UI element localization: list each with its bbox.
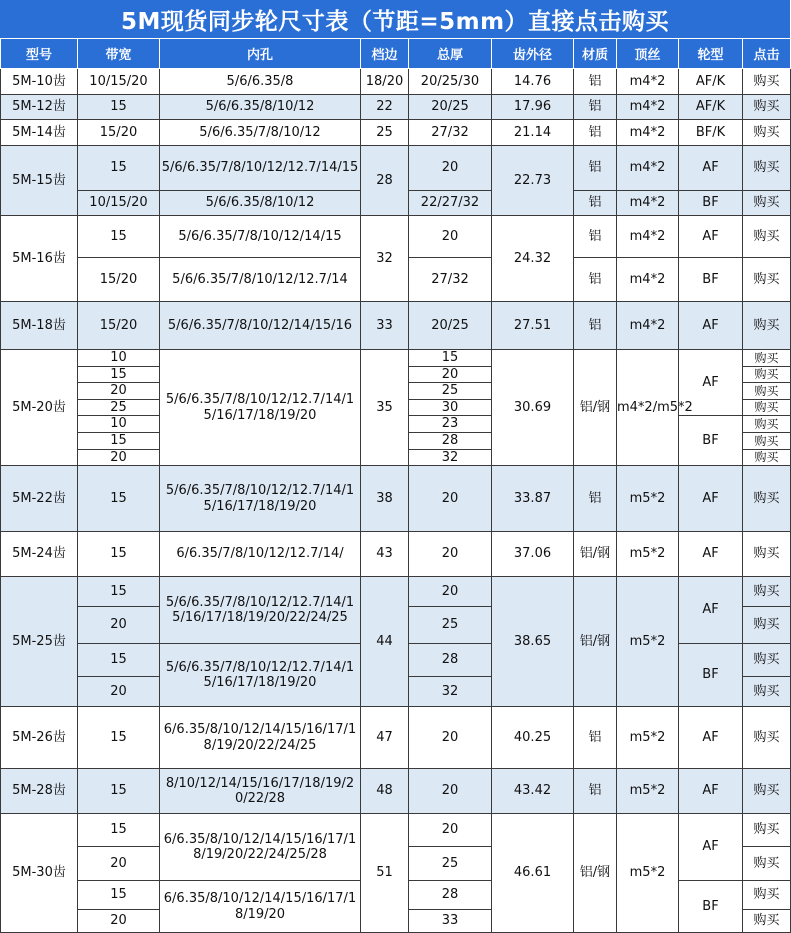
diameter-cell: 33.87	[492, 466, 574, 532]
pulley-type-cell: AF	[679, 466, 743, 532]
table-row	[1, 814, 791, 847]
buy-link[interactable]: 购买	[743, 216, 791, 258]
model-cell: 5M-24齿	[1, 532, 78, 577]
belt-width-cell: 25	[78, 399, 160, 416]
buy-link[interactable]: 购买	[743, 814, 791, 847]
buy-link[interactable]: 购买	[743, 191, 791, 216]
thickness-cell: 25	[409, 383, 492, 400]
pulley-type-cell: AF	[679, 302, 743, 350]
buy-link[interactable]: 购买	[743, 383, 791, 400]
material-cell: 铝	[574, 191, 617, 216]
col-header-click: 点击	[743, 39, 791, 69]
buy-link[interactable]: 购买	[743, 847, 791, 881]
flange-cell: 18/20	[361, 69, 409, 95]
material-cell: 铝	[574, 69, 617, 95]
belt-width-cell: 15	[78, 577, 160, 607]
set-screw-cell: m4*2/m5*2	[617, 350, 679, 466]
bore-cell: 5/6/6.35/7/8/10/12/12.7/14/15	[160, 146, 361, 191]
material-cell: 铝	[574, 466, 617, 532]
bore-cell: 5/6/6.35/7/8/10/12/14/15	[160, 216, 361, 258]
thickness-cell: 20	[409, 366, 492, 383]
material-cell: 铝	[574, 146, 617, 191]
page-title: 5M现货同步轮尺寸表（节距=5mm）直接点击购买	[0, 0, 790, 38]
bore-cell: 5/6/6.35/7/8/10/12/14/15/16	[160, 302, 361, 350]
diameter-cell: 46.61	[492, 814, 574, 933]
flange-cell: 35	[361, 350, 409, 466]
belt-width-cell: 15	[78, 769, 160, 814]
buy-link[interactable]: 购买	[743, 416, 791, 433]
buy-link[interactable]: 购买	[743, 769, 791, 814]
buy-link[interactable]: 购买	[743, 399, 791, 416]
pulley-type-cell: BF	[679, 881, 743, 933]
pulley-type-cell: AF	[679, 814, 743, 881]
set-screw-cell: m4*2	[617, 120, 679, 146]
thickness-cell: 20/25	[409, 302, 492, 350]
belt-width-cell: 15	[78, 366, 160, 383]
bore-cell: 6/6.35/7/8/10/12/12.7/14/	[160, 532, 361, 577]
pulley-type-cell: AF	[679, 216, 743, 258]
buy-link[interactable]: 购买	[743, 120, 791, 146]
thickness-cell: 20	[409, 466, 492, 532]
table-row	[1, 350, 791, 367]
belt-width-cell: 15	[78, 432, 160, 449]
table-row	[1, 302, 791, 350]
set-screw-cell: m5*2	[617, 577, 679, 707]
diameter-cell: 30.69	[492, 350, 574, 466]
buy-link[interactable]: 购买	[743, 910, 791, 933]
belt-width-cell: 15	[78, 95, 160, 120]
material-cell: 铝/钢	[574, 350, 617, 466]
belt-width-cell: 20	[78, 847, 160, 881]
thickness-cell: 32	[409, 677, 492, 707]
diameter-cell: 37.06	[492, 532, 574, 577]
bore-cell: 6/6.35/8/10/12/14/15/16/17/18/19/20	[160, 881, 361, 933]
thickness-cell: 32	[409, 449, 492, 466]
col-header-total-thickness: 总厚	[409, 39, 492, 69]
thickness-cell: 33	[409, 910, 492, 933]
belt-width-cell: 15	[78, 146, 160, 191]
col-header-belt-width: 带宽	[78, 39, 160, 69]
model-cell: 5M-18齿	[1, 302, 78, 350]
bore-cell: 5/6/6.35/8/10/12	[160, 95, 361, 120]
set-screw-cell: m4*2	[617, 69, 679, 95]
belt-width-cell: 10	[78, 350, 160, 367]
flange-cell: 32	[361, 216, 409, 302]
flange-cell: 48	[361, 769, 409, 814]
belt-width-cell: 20	[78, 383, 160, 400]
model-cell: 5M-30齿	[1, 814, 78, 933]
buy-link[interactable]: 购买	[743, 707, 791, 769]
material-cell: 铝/钢	[574, 577, 617, 707]
diameter-cell: 21.14	[492, 120, 574, 146]
set-screw-cell: m4*2	[617, 95, 679, 120]
belt-width-cell: 15	[78, 644, 160, 677]
material-cell: 铝	[574, 258, 617, 302]
pulley-type-cell: AF	[679, 532, 743, 577]
set-screw-cell: m4*2	[617, 258, 679, 302]
buy-link[interactable]: 购买	[743, 432, 791, 449]
set-screw-cell: m5*2	[617, 707, 679, 769]
material-cell: 铝	[574, 707, 617, 769]
belt-width-cell: 15	[78, 881, 160, 910]
material-cell: 铝	[574, 120, 617, 146]
bore-cell: 5/6/6.35/7/8/10/12	[160, 120, 361, 146]
flange-cell: 25	[361, 120, 409, 146]
thickness-cell: 20/25	[409, 95, 492, 120]
buy-link[interactable]: 购买	[743, 302, 791, 350]
pulley-type-cell: BF	[679, 644, 743, 707]
model-cell: 5M-20齿	[1, 350, 78, 466]
table-row	[1, 95, 791, 120]
set-screw-cell: m4*2	[617, 302, 679, 350]
pulley-type-cell: BF	[679, 191, 743, 216]
material-cell: 铝	[574, 216, 617, 258]
table-header-row	[1, 39, 791, 69]
belt-width-cell: 15	[78, 707, 160, 769]
flange-cell: 38	[361, 466, 409, 532]
thickness-cell: 27/32	[409, 120, 492, 146]
buy-link[interactable]: 购买	[743, 350, 791, 367]
thickness-cell: 20	[409, 814, 492, 847]
buy-link[interactable]: 购买	[743, 532, 791, 577]
table-row	[1, 769, 791, 814]
thickness-cell: 22/27/32	[409, 191, 492, 216]
flange-cell: 43	[361, 532, 409, 577]
pulley-type-cell: AF	[679, 769, 743, 814]
buy-link[interactable]: 购买	[743, 449, 791, 466]
thickness-cell: 20	[409, 707, 492, 769]
col-header-set-screw: 顶丝	[617, 39, 679, 69]
pulley-type-cell: BF	[679, 258, 743, 302]
belt-width-cell: 15/20	[78, 120, 160, 146]
pulley-type-cell: BF/K	[679, 120, 743, 146]
bore-cell: 6/6.35/8/10/12/14/15/16/17/18/19/20/22/24/25/28	[160, 814, 361, 881]
belt-width-cell: 20	[78, 910, 160, 933]
thickness-cell: 28	[409, 432, 492, 449]
bore-cell: 5/6/6.35/7/8/10/12/12.7/14/15/16/17/18/19/20	[160, 350, 361, 466]
table-row	[1, 532, 791, 577]
belt-width-cell: 15	[78, 216, 160, 258]
thickness-cell: 20	[409, 146, 492, 191]
bore-cell: 8/10/12/14/15/16/17/18/19/20/22/28	[160, 769, 361, 814]
diameter-cell: 43.42	[492, 769, 574, 814]
buy-link[interactable]: 购买	[743, 95, 791, 120]
buy-link[interactable]: 购买	[743, 881, 791, 910]
buy-link[interactable]: 购买	[743, 644, 791, 677]
thickness-cell: 15	[409, 350, 492, 367]
set-screw-cell: m4*2	[617, 146, 679, 191]
flange-cell: 47	[361, 707, 409, 769]
thickness-cell: 20	[409, 532, 492, 577]
set-screw-cell: m5*2	[617, 814, 679, 933]
bore-cell: 5/6/6.35/8	[160, 69, 361, 95]
pulley-type-cell: AF	[679, 350, 743, 416]
thickness-cell: 20	[409, 216, 492, 258]
belt-width-cell: 10	[78, 416, 160, 433]
thickness-cell: 25	[409, 847, 492, 881]
model-cell: 5M-22齿	[1, 466, 78, 532]
material-cell: 铝	[574, 95, 617, 120]
pulley-type-cell: AF	[679, 707, 743, 769]
belt-width-cell: 15	[78, 466, 160, 532]
model-cell: 5M-28齿	[1, 769, 78, 814]
pulley-type-cell: AF	[679, 577, 743, 644]
buy-link[interactable]: 购买	[743, 466, 791, 532]
bore-cell: 6/6.35/8/10/12/14/15/16/17/18/19/20/22/24/25	[160, 707, 361, 769]
set-screw-cell: m4*2	[617, 216, 679, 258]
belt-width-cell: 15	[78, 814, 160, 847]
table-row	[1, 577, 791, 607]
flange-cell: 33	[361, 302, 409, 350]
pulley-type-cell: BF	[679, 416, 743, 466]
material-cell: 铝	[574, 302, 617, 350]
buy-link[interactable]: 购买	[743, 258, 791, 302]
belt-width-cell: 15/20	[78, 302, 160, 350]
flange-cell: 44	[361, 577, 409, 707]
belt-width-cell: 15/20	[78, 258, 160, 302]
diameter-cell: 22.73	[492, 146, 574, 216]
bore-cell: 5/6/6.35/7/8/10/12/12.7/14/15/16/17/18/19/20	[160, 644, 361, 707]
table-row	[1, 120, 791, 146]
thickness-cell: 28	[409, 644, 492, 677]
model-cell: 5M-12齿	[1, 95, 78, 120]
bore-cell: 5/6/6.35/8/10/12	[160, 191, 361, 216]
material-cell: 铝	[574, 769, 617, 814]
material-cell: 铝/钢	[574, 814, 617, 933]
set-screw-cell: m5*2	[617, 466, 679, 532]
belt-width-cell: 20	[78, 677, 160, 707]
bore-cell: 5/6/6.35/7/8/10/12/12.7/14	[160, 258, 361, 302]
diameter-cell: 17.96	[492, 95, 574, 120]
material-cell: 铝/钢	[574, 532, 617, 577]
buy-link[interactable]: 购买	[743, 577, 791, 607]
buy-link[interactable]: 购买	[743, 146, 791, 191]
belt-width-cell: 20	[78, 449, 160, 466]
col-header-bore: 内孔	[160, 39, 361, 69]
pulley-type-cell: AF/K	[679, 69, 743, 95]
model-cell: 5M-10齿	[1, 69, 78, 95]
diameter-cell: 27.51	[492, 302, 574, 350]
flange-cell: 28	[361, 146, 409, 216]
thickness-cell: 28	[409, 881, 492, 910]
table-row	[1, 216, 791, 258]
belt-width-cell: 10/15/20	[78, 69, 160, 95]
flange-cell: 22	[361, 95, 409, 120]
thickness-cell: 20	[409, 577, 492, 607]
model-cell: 5M-15齿	[1, 146, 78, 216]
thickness-cell: 20	[409, 769, 492, 814]
model-cell: 5M-26齿	[1, 707, 78, 769]
buy-link[interactable]: 购买	[743, 69, 791, 95]
set-screw-cell: m4*2	[617, 191, 679, 216]
flange-cell: 51	[361, 814, 409, 933]
model-cell: 5M-16齿	[1, 216, 78, 302]
diameter-cell: 14.76	[492, 69, 574, 95]
buy-link[interactable]: 购买	[743, 677, 791, 707]
table-row	[1, 466, 791, 532]
diameter-cell: 38.65	[492, 577, 574, 707]
model-cell: 5M-25齿	[1, 577, 78, 707]
pulley-size-table	[0, 38, 791, 933]
col-header-model: 型号	[1, 39, 78, 69]
set-screw-cell: m5*2	[617, 532, 679, 577]
diameter-cell: 24.32	[492, 216, 574, 302]
set-screw-cell: m5*2	[617, 769, 679, 814]
buy-link[interactable]: 购买	[743, 607, 791, 644]
bore-cell: 5/6/6.35/7/8/10/12/12.7/14/15/16/17/18/19/20	[160, 466, 361, 532]
pulley-type-cell: AF/K	[679, 95, 743, 120]
belt-width-cell: 10/15/20	[78, 191, 160, 216]
pulley-type-cell: AF	[679, 146, 743, 191]
buy-link[interactable]: 购买	[743, 366, 791, 383]
col-header-flange: 档边	[361, 39, 409, 69]
col-header-material: 材质	[574, 39, 617, 69]
table-row	[1, 146, 791, 191]
thickness-cell: 23	[409, 416, 492, 433]
thickness-cell: 20/25/30	[409, 69, 492, 95]
thickness-cell: 30	[409, 399, 492, 416]
model-cell: 5M-14齿	[1, 120, 78, 146]
thickness-cell: 27/32	[409, 258, 492, 302]
belt-width-cell: 15	[78, 532, 160, 577]
col-header-outer-diameter: 齿外径	[492, 39, 574, 69]
diameter-cell: 40.25	[492, 707, 574, 769]
col-header-pulley-type: 轮型	[679, 39, 743, 69]
thickness-cell: 25	[409, 607, 492, 644]
table-row	[1, 69, 791, 95]
bore-cell: 5/6/6.35/7/8/10/12/12.7/14/15/16/17/18/19/20/22/24/25	[160, 577, 361, 644]
table-row	[1, 707, 791, 769]
belt-width-cell: 20	[78, 607, 160, 644]
